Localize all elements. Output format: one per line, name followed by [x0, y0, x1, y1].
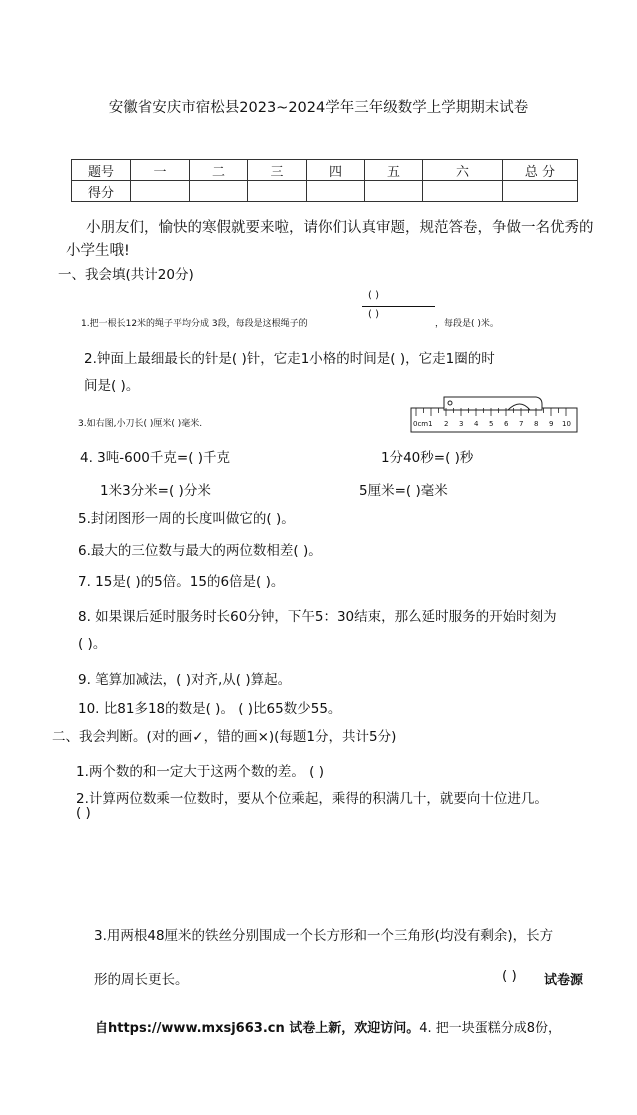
ruler-label: 5 — [489, 420, 494, 428]
score-cell[interactable] — [248, 181, 307, 202]
ruler-label: 0cm1 — [413, 420, 433, 428]
q7: 7. 15是( )的5倍。15的6倍是( )。 — [78, 574, 285, 590]
q4-b: 1分40秒=( )秒 — [381, 450, 474, 466]
header-cell: 二 — [190, 160, 248, 181]
intro-line-2: 小学生哦! — [66, 243, 130, 259]
score-cell[interactable] — [365, 181, 423, 202]
q8-line-2: ( )。 — [78, 636, 107, 652]
ruler-label: 4 — [474, 420, 479, 428]
intro-line-1: 小朋友们，愉快的寒假就要来啦，请你们认真审题，规范答卷，争做一名优秀的 — [86, 220, 594, 236]
footer-watermark-link[interactable]: 自https://www.mxsj663.cn 试卷上新，欢迎访问。 — [95, 1021, 420, 1036]
knife-shape — [444, 397, 542, 410]
score-cell[interactable] — [190, 181, 248, 202]
header-cell: 一 — [131, 160, 190, 181]
score-cell[interactable] — [131, 181, 190, 202]
judge-q3-line-2: 形的周长更长。 — [94, 972, 189, 988]
ruler-label: 6 — [504, 420, 509, 428]
score-row-label: 得分 — [72, 181, 131, 202]
ruler-label: 10 — [562, 420, 571, 428]
ruler-with-knife-image — [410, 394, 580, 438]
footer-line — [95, 1017, 561, 1036]
score-table — [71, 159, 578, 202]
judge-q2-line-2: ( ) — [76, 805, 91, 821]
q4-d: 5厘米=( )毫米 — [359, 483, 448, 499]
page-title: 安徽省安庆市宿松县2023~2024学年三年级数学上学期期末试卷 — [108, 100, 529, 116]
q4-a: 4. 3吨-600千克=( )千克 — [80, 450, 231, 466]
q8-line-1: 8. 如果课后延时服务时长60分钟，下午5：30结束，那么延时服务的开始时刻为 — [78, 609, 557, 625]
watermark-source-text: 试卷源 — [544, 973, 584, 988]
score-table-header-row — [72, 160, 578, 181]
section-1-heading: 一、我会填(共计20分) — [58, 267, 194, 283]
q1-fraction-denominator: ( ) — [368, 309, 379, 320]
header-cell: 六 — [423, 160, 503, 181]
q3-text: 3.如右图,小刀长( )厘米( )毫米. — [78, 419, 203, 429]
q4-c: 1米3分米=( )分米 — [100, 483, 211, 499]
header-cell: 四 — [307, 160, 365, 181]
score-cell[interactable] — [307, 181, 365, 202]
score-table-score-row — [72, 181, 578, 202]
ruler-label: 2 — [444, 420, 449, 428]
judge-q3-line-1: 3.用两根48厘米的铁丝分别围成一个长方形和一个三角形(均没有剩余)，长方 — [94, 928, 554, 944]
score-cell[interactable] — [423, 181, 503, 202]
q1-text: 1.把一根长12米的绳子平均分成 3段，每段是这根绳子的 — [81, 319, 308, 329]
q2-line-1: 2.钟面上最细最长的针是( )针，它走1小格的时间是( )，它走1圈的时 — [84, 351, 495, 367]
section-2-heading: 二、我会判断。(对的画✓，错的画×)(每题1分，共计5分) — [52, 729, 397, 745]
header-cell: 题号 — [72, 160, 131, 181]
q10: 10. 比81多18的数是( )。 ( )比65数少55。 — [78, 701, 342, 717]
header-cell: 五 — [365, 160, 423, 181]
ruler-label: 7 — [519, 420, 524, 428]
ruler-label: 3 — [459, 420, 464, 428]
q6: 6.最大的三位数与最大的两位数相差( )。 — [78, 543, 322, 559]
score-cell[interactable] — [503, 181, 578, 202]
footer-q4-start: 4. 把一块蛋糕分成8份， — [419, 1021, 562, 1036]
q5: 5.封闭图形一周的长度叫做它的( )。 — [78, 511, 295, 527]
q2-line-2: 间是( )。 — [84, 378, 140, 394]
fraction-bar — [362, 306, 435, 307]
judge-q1: 1.两个数的和一定大于这两个数的差。 ( ) — [76, 764, 324, 780]
judge-q3-answer-paren: ( ) — [502, 968, 517, 984]
header-cell: 总 分 — [503, 160, 578, 181]
q1-fraction-numerator: ( ) — [368, 290, 379, 301]
ruler-label: 8 — [534, 420, 539, 428]
header-cell: 三 — [248, 160, 307, 181]
ruler-label: 9 — [549, 420, 554, 428]
q9: 9. 笔算加减法，( )对齐,从( )算起。 — [78, 672, 292, 688]
judge-q2-line-1: 2.计算两位数乘一位数时，要从个位乘起，乘得的积满几十，就要向十位进几。 — [76, 791, 548, 807]
q1-after-text: ，每段是( )米。 — [435, 319, 499, 329]
ruler-svg — [410, 394, 580, 434]
